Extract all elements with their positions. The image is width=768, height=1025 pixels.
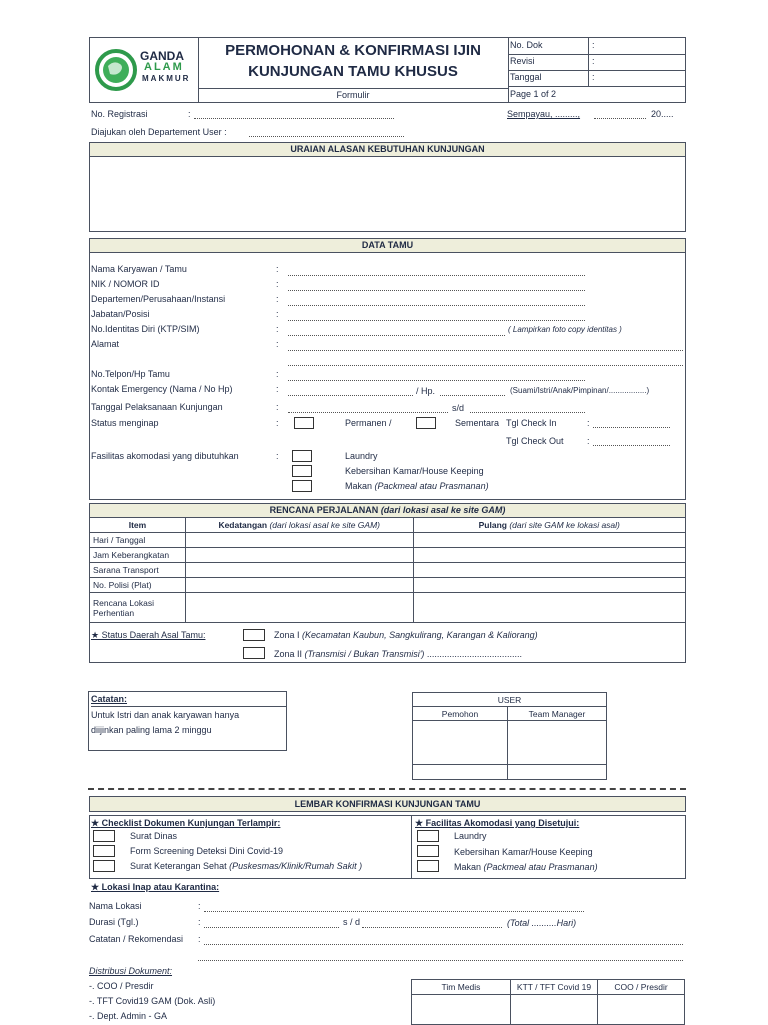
colon: : bbox=[276, 279, 279, 289]
surat-dinas-label: Surat Dinas bbox=[130, 831, 178, 841]
nama-field[interactable] bbox=[288, 275, 585, 276]
field-alamat: Alamat bbox=[91, 339, 120, 349]
user-title: USER bbox=[413, 693, 607, 707]
checklist-title: ★ Checklist Dokumen Kunjungan Terlampir: bbox=[91, 818, 281, 828]
konfirmasi-title-box bbox=[89, 796, 686, 812]
col-pulang: Pulang (dari site GAM ke lokasi asal) bbox=[413, 518, 685, 533]
field-emergency: Kontak Emergency (Nama / No Hp) bbox=[91, 384, 233, 394]
dist-3: -. Dept. Admin - GA bbox=[89, 1011, 168, 1021]
header-box bbox=[89, 37, 686, 103]
logo bbox=[90, 38, 199, 102]
page-number: Page 1 of 2 bbox=[510, 89, 557, 99]
table-row bbox=[90, 578, 686, 593]
sign-coo[interactable] bbox=[598, 995, 685, 1025]
kedatangan-cell[interactable] bbox=[185, 548, 413, 563]
housekeeping-checkbox[interactable] bbox=[292, 465, 312, 477]
form-label: Formulir bbox=[198, 88, 508, 100]
kedatangan-cell[interactable] bbox=[185, 533, 413, 548]
uraian-title: URAIAN ALASAN KEBUTUHAN KUNJUNGAN bbox=[90, 143, 685, 157]
user-table bbox=[412, 692, 607, 780]
konf-laundry-checkbox[interactable] bbox=[417, 830, 439, 842]
lokasi-title: ★ Lokasi Inap atau Karantina: bbox=[91, 882, 220, 892]
sementara-checkbox[interactable] bbox=[416, 417, 436, 429]
meta-value-nodok: : bbox=[592, 40, 595, 50]
cut-line bbox=[88, 788, 686, 790]
pulang-cell[interactable] bbox=[413, 578, 685, 593]
colon: : bbox=[276, 339, 279, 349]
tanggal-from-field[interactable] bbox=[288, 412, 448, 413]
table-row bbox=[90, 548, 686, 563]
no-registrasi-colon: : bbox=[188, 109, 191, 119]
sign-col-coo: COO / Presdir bbox=[598, 980, 685, 995]
title-line1: PERMOHONAN & KONFIRMASI IJIN bbox=[225, 42, 481, 59]
konf-housekeeping-checkbox[interactable] bbox=[417, 845, 439, 857]
zona2-label: Zona II (Transmisi / Bukan Transmisi') ...................................... bbox=[274, 649, 522, 659]
konfirmasi-title: LEMBAR KONFIRMASI KUNJUNGAN TAMU bbox=[294, 799, 481, 809]
team-manager-name[interactable] bbox=[508, 765, 607, 780]
jabatan-field[interactable] bbox=[288, 320, 585, 321]
meta-label-revisi: Revisi bbox=[510, 56, 535, 66]
pemohon-name[interactable] bbox=[413, 765, 508, 780]
kedatangan-cell[interactable] bbox=[185, 563, 413, 578]
uraian-box[interactable] bbox=[89, 142, 686, 232]
row-label: No. Polisi (Plat) bbox=[90, 578, 186, 593]
surat-sehat-label: Surat Keterangan Sehat (Puskesmas/Klinik/Rumah Sakit ) bbox=[130, 861, 363, 871]
identitas-field[interactable] bbox=[288, 335, 505, 336]
sign-col-tim-medis: Tim Medis bbox=[412, 980, 511, 995]
zona2-checkbox[interactable] bbox=[243, 647, 265, 659]
surat-sehat-checkbox[interactable] bbox=[93, 860, 115, 872]
colon: : bbox=[276, 324, 279, 334]
title-cell bbox=[198, 38, 509, 102]
logo-word3: MAKMUR bbox=[142, 74, 191, 83]
emergency-hp-field[interactable] bbox=[440, 395, 505, 396]
nama-lokasi-field[interactable] bbox=[204, 911, 584, 912]
laundry-label: Laundry bbox=[345, 451, 378, 461]
field-fasilitas: Fasilitas akomodasi yang dibutuhkan bbox=[91, 451, 239, 461]
sign-col-ktt: KTT / TFT Covid 19 bbox=[511, 980, 598, 995]
status-daerah-label: ★ Status Daerah Asal Tamu: bbox=[91, 630, 206, 640]
form-screening-checkbox[interactable] bbox=[93, 845, 115, 857]
catatan-box bbox=[88, 691, 287, 751]
meta-label-tanggal: Tanggal bbox=[510, 72, 542, 82]
meta-value-revisi: : bbox=[592, 56, 595, 66]
year-text: 20..... bbox=[651, 109, 674, 119]
row-label: Rencana Lokasi Perhentian bbox=[90, 593, 186, 623]
makan-label: Makan (Packmeal atau Prasmanan) bbox=[345, 481, 489, 491]
housekeeping-label: Kebersihan Kamar/House Keeping bbox=[345, 466, 484, 476]
tanggal-to-field[interactable] bbox=[470, 412, 585, 413]
colon: : bbox=[276, 451, 279, 461]
no-registrasi-label: No. Registrasi bbox=[91, 109, 148, 119]
catatan-title: Catatan: bbox=[91, 694, 286, 707]
checkin-label: Tgl Check In bbox=[506, 418, 557, 428]
pemohon-col: Pemohon bbox=[413, 707, 508, 721]
table-row bbox=[90, 593, 686, 623]
colon: : bbox=[198, 934, 201, 944]
checkout-label: Tgl Check Out bbox=[506, 436, 564, 446]
team-manager-col: Team Manager bbox=[508, 707, 607, 721]
kedatangan-cell[interactable] bbox=[185, 578, 413, 593]
pulang-cell[interactable] bbox=[413, 533, 685, 548]
data-tamu-title: DATA TAMU bbox=[90, 239, 685, 253]
logo-word1: GANDA bbox=[140, 49, 184, 63]
rencana-table bbox=[89, 517, 686, 623]
col-kedatangan: Kedatangan (dari lokasi asal ke site GAM) bbox=[185, 518, 413, 533]
sempayau-text: Sempayau, ........., bbox=[507, 109, 581, 119]
surat-dinas-checkbox[interactable] bbox=[93, 830, 115, 842]
emergency-name-field[interactable] bbox=[288, 395, 413, 396]
colon: : bbox=[276, 418, 279, 428]
field-identitas: No.Identitas Diri (KTP/SIM) bbox=[91, 324, 200, 334]
fasilitas-title: ★ Facilitas Akomodasi yang Disetujui: bbox=[415, 818, 580, 828]
hp-label: / Hp. bbox=[416, 386, 436, 396]
colon: : bbox=[276, 402, 279, 412]
globe-logo-icon bbox=[94, 48, 138, 92]
table-row bbox=[90, 533, 686, 548]
konf-housekeeping-label: Kebersihan Kamar/House Keeping bbox=[454, 847, 593, 857]
konf-makan-label: Makan (Packmeal atau Prasmanan) bbox=[454, 862, 598, 872]
diajukan-label: Diajukan oleh Departement User : bbox=[91, 127, 227, 137]
laundry-checkbox[interactable] bbox=[292, 450, 312, 462]
field-status: Status menginap bbox=[91, 418, 159, 428]
durasi-sd: s / d bbox=[343, 917, 361, 927]
checkout-field[interactable] bbox=[593, 445, 670, 446]
total-hari: (Total ..........Hari) bbox=[507, 918, 577, 928]
title-line2: KUNJUNGAN TAMU KHUSUS bbox=[248, 63, 458, 80]
form-screening-label: Form Screening Deteksi Dini Covid-19 bbox=[130, 846, 284, 856]
dist-2: -. TFT Covid19 GAM (Dok. Asli) bbox=[89, 996, 216, 1006]
konf-makan-checkbox[interactable] bbox=[417, 860, 439, 872]
catatan-rek-field-2[interactable] bbox=[198, 960, 683, 961]
sign-tim-medis[interactable] bbox=[412, 995, 511, 1025]
suami-note: (Suami/Istri/Anak/Pimpinan/.................) bbox=[510, 386, 650, 395]
alamat-field-1[interactable] bbox=[288, 350, 683, 351]
makan-checkbox[interactable] bbox=[292, 480, 312, 492]
row-label: Jam Keberangkatan bbox=[90, 548, 186, 563]
pulang-cell[interactable] bbox=[413, 593, 685, 623]
permanen-checkbox[interactable] bbox=[294, 417, 314, 429]
row-label: Hari / Tanggal bbox=[90, 533, 186, 548]
catatan-line2: diijinkan paling lama 2 minggu bbox=[91, 725, 212, 735]
colon: : bbox=[276, 264, 279, 274]
lampirkan-note: ( Lampirkan foto copy identitas ) bbox=[508, 325, 622, 334]
zona1-label: Zona I (Kecamatan Kaubun, Sangkulirang, Karangan & Kaliorang) bbox=[274, 630, 538, 640]
nama-lokasi-label: Nama Lokasi bbox=[89, 901, 142, 911]
diajukan-field[interactable] bbox=[249, 136, 404, 137]
durasi-to-field[interactable] bbox=[362, 927, 502, 928]
alamat-field-2[interactable] bbox=[288, 365, 683, 366]
sd-label: s/d bbox=[452, 403, 465, 413]
meta-cell bbox=[508, 38, 686, 102]
col-item: Item bbox=[90, 518, 186, 533]
colon: : bbox=[276, 369, 279, 379]
catatan-rek-field-1[interactable] bbox=[204, 944, 683, 945]
sementara-label: Sementara bbox=[455, 418, 500, 428]
nik-field[interactable] bbox=[288, 290, 585, 291]
logo-word2: ALAM bbox=[144, 61, 184, 73]
pulang-cell[interactable] bbox=[413, 563, 685, 578]
team-manager-sign[interactable] bbox=[508, 721, 607, 765]
date-field[interactable] bbox=[594, 118, 646, 119]
konf-laundry-label: Laundry bbox=[454, 831, 487, 841]
catatan-line1: Untuk Istri dan anak karyawan hanya bbox=[91, 710, 240, 720]
pulang-cell[interactable] bbox=[413, 548, 685, 563]
permanen-label: Permanen / bbox=[345, 418, 392, 428]
meta-label-nodok: No. Dok bbox=[510, 40, 543, 50]
sign-table bbox=[411, 979, 685, 1025]
colon: : bbox=[276, 384, 279, 394]
kedatangan-cell[interactable] bbox=[185, 593, 413, 623]
durasi-from-field[interactable] bbox=[204, 927, 339, 928]
departemen-field[interactable] bbox=[288, 305, 585, 306]
colon: : bbox=[276, 294, 279, 304]
colon: : bbox=[276, 309, 279, 319]
dist-1: -. COO / Presdir bbox=[89, 981, 154, 991]
field-nik: NIK / NOMOR ID bbox=[91, 279, 160, 289]
colon: : bbox=[587, 436, 590, 446]
pemohon-sign[interactable] bbox=[413, 721, 508, 765]
no-registrasi-field[interactable] bbox=[194, 118, 394, 119]
checkin-field[interactable] bbox=[593, 427, 670, 428]
table-row bbox=[90, 563, 686, 578]
durasi-label: Durasi (Tgl.) bbox=[89, 917, 139, 927]
telpon-field[interactable] bbox=[288, 380, 585, 381]
zona1-checkbox[interactable] bbox=[243, 629, 265, 641]
field-jabatan: Jabatan/Posisi bbox=[91, 309, 150, 319]
catatan-rek-label: Catatan / Rekomendasi bbox=[89, 934, 184, 944]
field-nama: Nama Karyawan / Tamu bbox=[91, 264, 187, 274]
sign-ktt[interactable] bbox=[511, 995, 598, 1025]
row-label: Sarana Transport bbox=[90, 563, 186, 578]
colon: : bbox=[198, 917, 201, 927]
colon: : bbox=[198, 901, 201, 911]
meta-value-tanggal: : bbox=[592, 72, 595, 82]
field-tanggal: Tanggal Pelaksanaan Kunjungan bbox=[91, 402, 223, 412]
rencana-title: RENCANA PERJALANAN (dari lokasi asal ke site GAM) bbox=[90, 504, 685, 518]
field-telpon: No.Telpon/Hp Tamu bbox=[91, 369, 170, 379]
field-departemen: Departemen/Perusahaan/Instansi bbox=[91, 294, 226, 304]
distribusi-title: Distribusi Dokument: bbox=[89, 966, 173, 976]
colon: : bbox=[587, 418, 590, 428]
